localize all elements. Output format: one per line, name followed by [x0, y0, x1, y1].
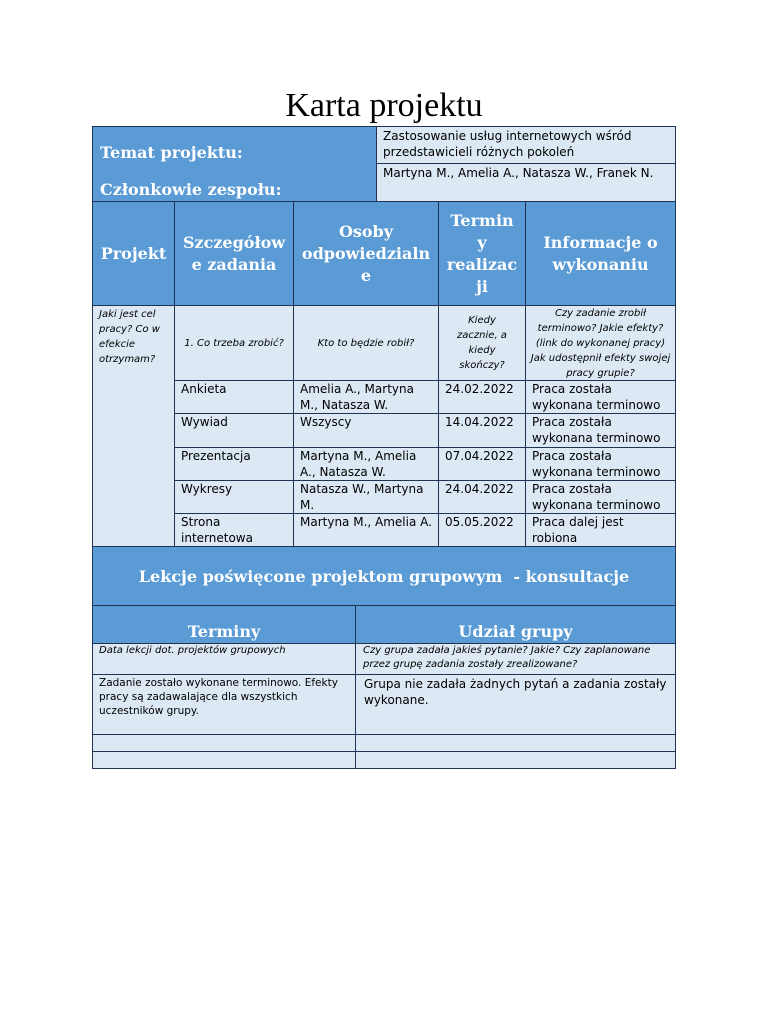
info-cell: Praca została wykonana terminowo	[525, 380, 676, 414]
members-value: Martyna M., Amelia A., Natasza W., Franek N.	[383, 166, 654, 180]
header-informacje-o-wykonaniu: Informacje o wykonaniu	[525, 201, 676, 306]
date-cell: 24.02.2022	[438, 380, 526, 414]
header-terminy-realizacji: Termin y realizac ji	[438, 201, 526, 306]
task-cell: Ankieta	[174, 380, 294, 414]
consult-empty-cell	[92, 751, 356, 769]
consult-hint-terminy: Data lekcji dot. projektów grupowych	[92, 643, 356, 675]
consult-entry-terminy: Zadanie zostało wykonane terminowo. Efekty pracy są zadawalające dla wszystkich uczestników grupy.	[92, 674, 356, 735]
people-cell: Natasza W., Martyna M.	[293, 480, 439, 514]
consult-heading-cell	[92, 546, 676, 606]
header-szczegolowe-zadania: Szczegółow e zadania	[174, 201, 294, 306]
projekt-hint: Jaki jest cel pracy? Co w efekcie otrzymam?	[99, 309, 160, 365]
people-cell: Martyna M., Amelia A.	[293, 513, 439, 547]
info-cell: Praca dalej jest robiona	[525, 513, 676, 547]
topic-value: Zastosowanie usług internetowych wśród przedstawicieli różnych pokoleń	[383, 129, 632, 159]
consult-entry-udzial: Grupa nie zadała żadnych pytań a zadania zostały wykonane.	[355, 674, 676, 735]
date-cell: 14.04.2022	[438, 413, 526, 448]
members-value-cell	[376, 163, 676, 202]
topic-value-cell	[376, 126, 676, 164]
date-cell: 05.05.2022	[438, 513, 526, 547]
topic-label-cell	[92, 126, 377, 202]
consult-empty-cell	[355, 751, 676, 769]
people-cell: Martyna M., Amelia A., Natasza W.	[293, 447, 439, 481]
consult-col-udzial: Udział grupy	[355, 605, 676, 644]
header-osoby-odpowiedzialne: Osoby odpowiedzialn e	[293, 201, 439, 306]
info-cell: Praca została wykonana terminowo	[525, 447, 676, 481]
people-cell: Wszyscy	[293, 413, 439, 448]
consult-col-terminy: Terminy	[92, 605, 356, 644]
hint-informacje: Czy zadanie zrobił terminowo? Jakie efekty? (link do wykonanej pracy) Jak udostępnił efekty swojej pracy grupie?	[525, 305, 676, 381]
people-cell: Amelia A., Martyna M., Natasza W.	[293, 380, 439, 414]
hint-zadanie: 1. Co trzeba zrobić?	[174, 305, 294, 381]
task-cell: Strona internetowa	[174, 513, 294, 547]
header-projekt: Projekt	[92, 201, 175, 306]
date-cell: 07.04.2022	[438, 447, 526, 481]
projekt-column-cell	[92, 305, 175, 547]
task-cell: Prezentacja	[174, 447, 294, 481]
consult-empty-cell	[92, 734, 356, 752]
info-cell: Praca została wykonana terminowo	[525, 413, 676, 448]
info-cell: Praca została wykonana terminowo	[525, 480, 676, 514]
consult-empty-cell	[355, 734, 676, 752]
consult-heading: Lekcje poświęcone projektom grupowym - konsultacje	[138, 566, 630, 586]
document-title: Karta projektu	[285, 87, 483, 124]
date-cell: 24.04.2022	[438, 480, 526, 514]
consult-hint-udzial: Czy grupa zadała jakieś pytanie? Jakie? Czy zaplanowane przez grupę zadania zostały zrealizowane?	[355, 643, 676, 675]
task-cell: Wykresy	[174, 480, 294, 514]
topic-label: Temat projektu:	[100, 143, 243, 162]
hint-osoby: Kto to będzie robił?	[293, 305, 439, 381]
hint-termin: Kiedy zacznie, a kiedy skończy?	[438, 305, 526, 381]
members-label: Członkowie zespołu:	[100, 180, 282, 199]
task-cell: Wywiad	[174, 413, 294, 448]
